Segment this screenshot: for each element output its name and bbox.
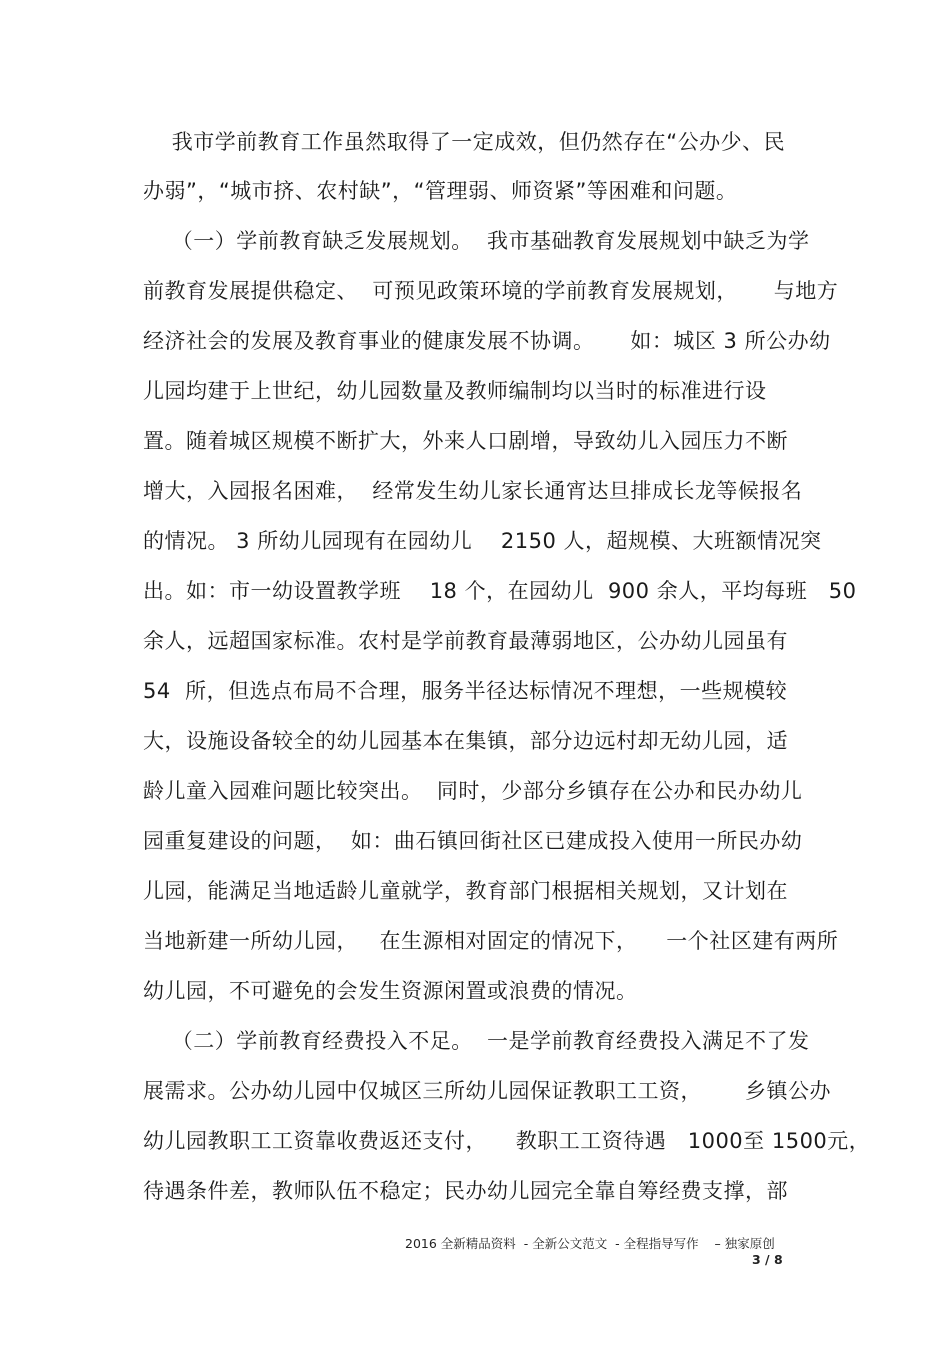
text-line: 前教育发展提供稳定、 可预见政策环境的学前教育发展规划， 与地方 xyxy=(143,279,839,303)
text-line: 龄儿童入园难问题比较突出。 同时，少部分乡镇存在公办和民办幼儿 xyxy=(143,779,803,803)
page-number: 3 / 8 xyxy=(752,1252,783,1267)
text-line: 增大，入园报名困难， 经常发生幼儿家长通宵达旦排成长龙等候报名 xyxy=(143,479,803,503)
text-line: 余人，远超国家标准。农村是学前教育最薄弱地区，公办幼儿园虽有 xyxy=(143,629,788,653)
text-line: （二）学前教育经费投入不足。 一是学前教育经费投入满足不了发 xyxy=(143,1029,810,1053)
text-line: 儿园，能满足当地适龄儿童就学，教育部门根据相关规划，又计划在 xyxy=(143,879,788,903)
text-line: 待遇条件差，教师队伍不稳定；民办幼儿园完全靠自筹经费支撑，部 xyxy=(143,1179,788,1203)
text-line: 54 所，但选点布局不合理，服务半径达标情况不理想，一些规模较 xyxy=(143,679,788,703)
text-line: 幼儿园教职工工资靠收费返还支付， 教职工工资待遇 1000至 1500元， xyxy=(143,1129,871,1153)
text-line: 的情况。 3 所幼儿园现有在园幼儿 2150 人，超规模、大班额情况突 xyxy=(143,529,822,553)
text-line: 展需求。公办幼儿园中仅城区三所幼儿园保证教职工工资， 乡镇公办 xyxy=(143,1079,832,1103)
text-line: 儿园均建于上世纪，幼儿园数量及教师编制均以当时的标准进行设 xyxy=(143,379,767,403)
text-line: 园重复建设的问题， 如：曲石镇回街社区已建成投入使用一所民办幼 xyxy=(143,829,803,853)
text-line: （一）学前教育缺乏发展规划。 我市基础教育发展规划中缺乏为学 xyxy=(143,229,810,253)
text-line: 置。随着城区规模不断扩大，外来人口剧增，导致幼儿入园压力不断 xyxy=(143,429,788,453)
text-line: 经济社会的发展及教育事业的健康发展不协调。 如：城区 3 所公办幼 xyxy=(143,329,831,353)
text-line: 幼儿园，不可避免的会发生资源闲置或浪费的情况。 xyxy=(143,979,638,1003)
text-line: 大，设施设备较全的幼儿园基本在集镇，部分边远村却无幼儿园，适 xyxy=(143,729,788,753)
text-line: 当地新建一所幼儿园， 在生源相对固定的情况下， 一个社区建有两所 xyxy=(143,929,839,953)
text-line: 我市学前教育工作虽然取得了一定成效，但仍然存在“公办少、民 xyxy=(143,130,786,154)
text-line: 出。如：市一幼设置教学班 18 个，在园幼儿 900 余人，平均每班 50 xyxy=(143,579,857,603)
text-line: 办弱”，“城市挤、农村缺”，“管理弱、师资紧”等困难和问题。 xyxy=(143,179,738,203)
footer-text: 2016 全新精品资料 - 全新公文范文 - 全程指导写作 – 独家原创 xyxy=(405,1236,775,1251)
